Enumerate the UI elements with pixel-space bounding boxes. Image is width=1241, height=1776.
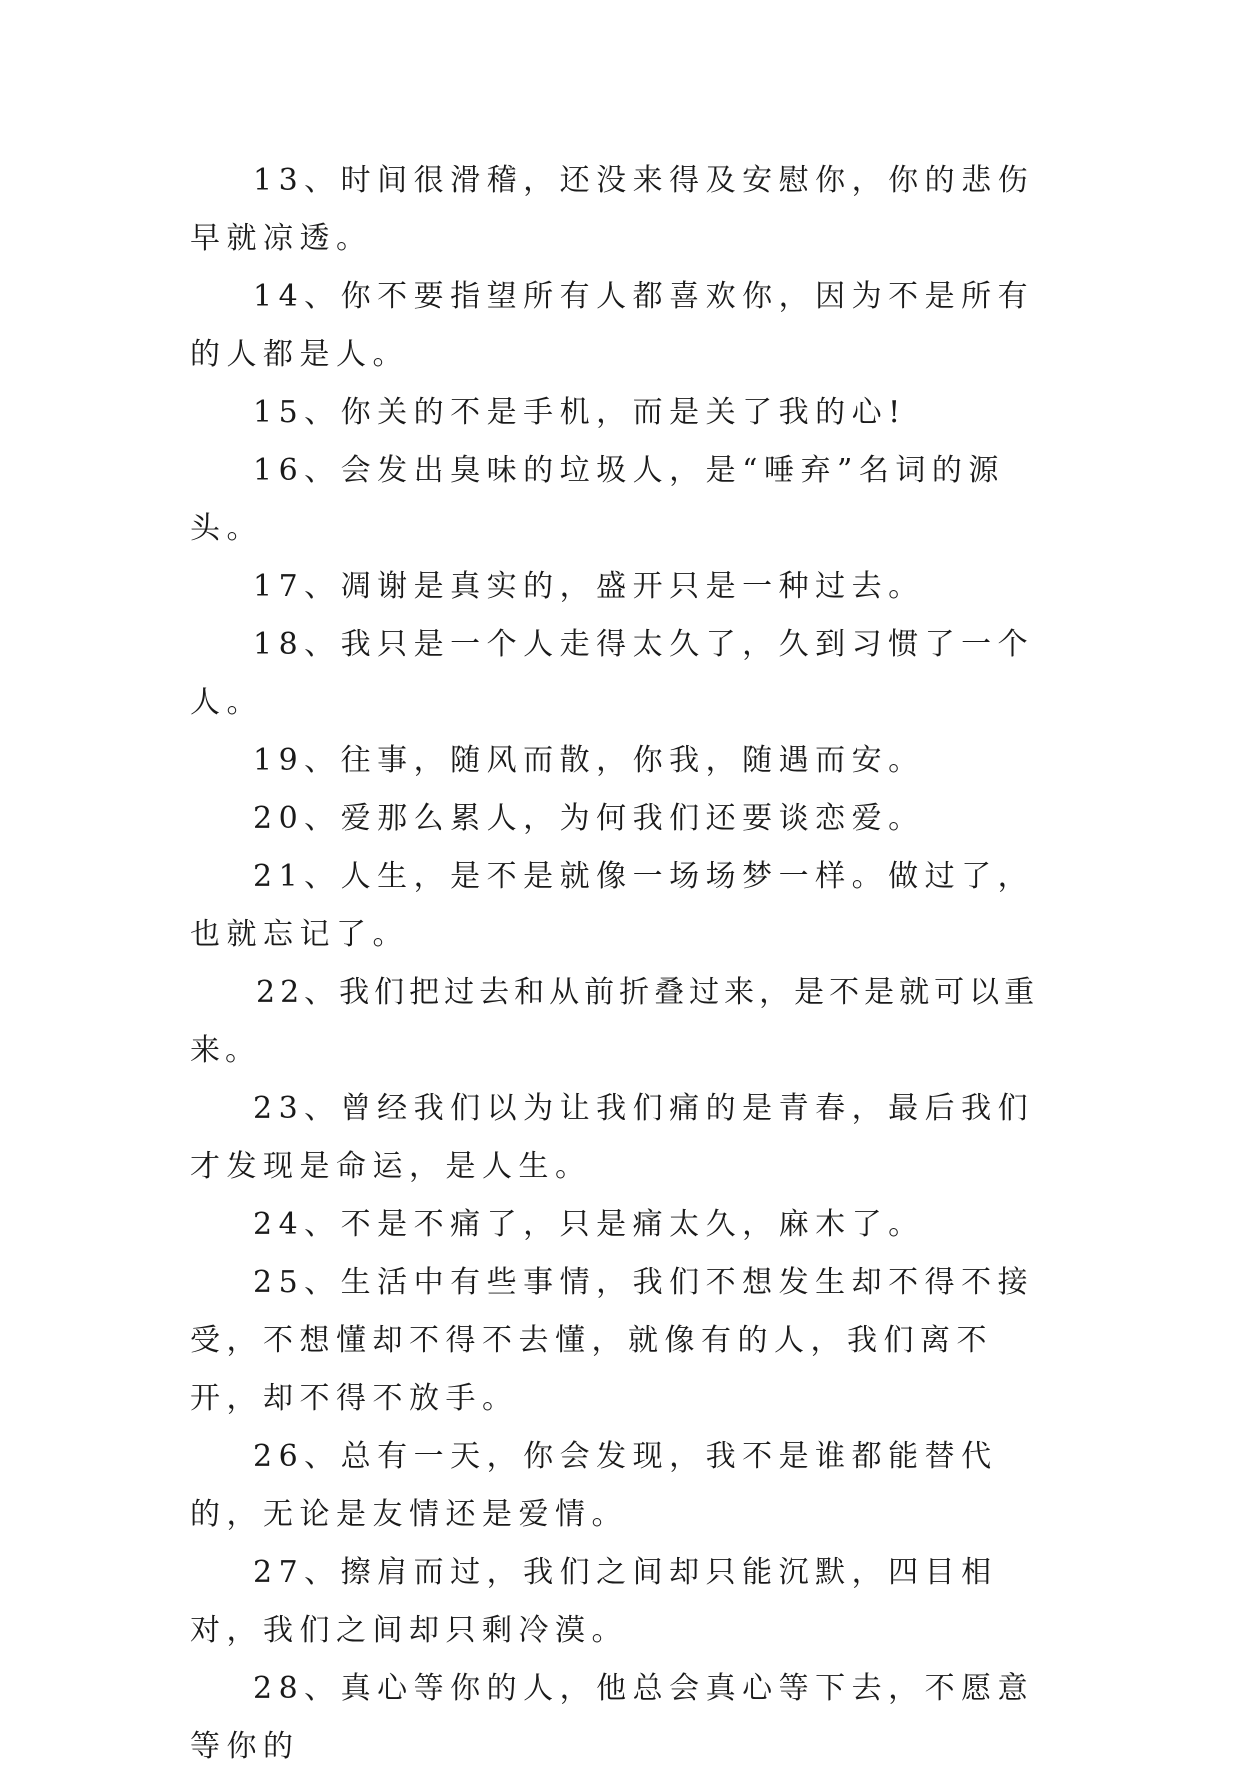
paragraph-21: 21、人生，是不是就像一场场梦一样。做过了，也就忘记了。 [190,859,1035,952]
paragraph-25: 25、生活中有些事情，我们不想发生却不得不接受，不想懂却不得不去懂，就像有的人，我们离不开，却不得不放手。 [190,1265,1035,1416]
paragraph-23: 23、曾经我们以为让我们痛的是青春，最后我们才发现是命运，是人生。 [190,1091,1035,1184]
paragraph-27: 27、擦肩而过，我们之间却只能沉默，四目相对，我们之间却只剩冷漠。 [190,1555,998,1648]
paragraph-20: 20、爱那么累人，为何我们还要谈恋爱。 [253,801,925,836]
paragraph-18: 18、我只是一个人走得太久了，久到习惯了一个人。 [190,627,1035,720]
paragraph-24: 24、不是不痛了，只是痛太久，麻木了。 [253,1207,925,1242]
paragraph-17: 17、凋谢是真实的，盛开只是一种过去。 [253,569,925,604]
paragraph-14: 14、你不要指望所有人都喜欢你，因为不是所有的人都是人。 [190,279,1035,372]
paragraph-26: 26、总有一天，你会发现，我不是谁都能替代的，无论是友情还是爱情。 [190,1439,998,1532]
document-body [190,152,1060,1776]
paragraph-19: 19、往事，随风而散，你我，随遇而安。 [253,743,925,778]
paragraph-22: 22、我们把过去和从前折叠过来，是不是就可以重来。 [190,975,1040,1068]
paragraph-13: 13、时间很滑稽，还没来得及安慰你，你的悲伤早就凉透。 [190,163,1035,256]
paragraph-15: 15、你关的不是手机，而是关了我的心! [253,395,907,430]
paragraph-16: 16、会发出臭味的垃圾人，是“唾弃”名词的源头。 [190,453,1005,546]
paragraph-28: 28、真心等你的人，他总会真心等下去，不愿意等你的 [190,1671,1035,1764]
